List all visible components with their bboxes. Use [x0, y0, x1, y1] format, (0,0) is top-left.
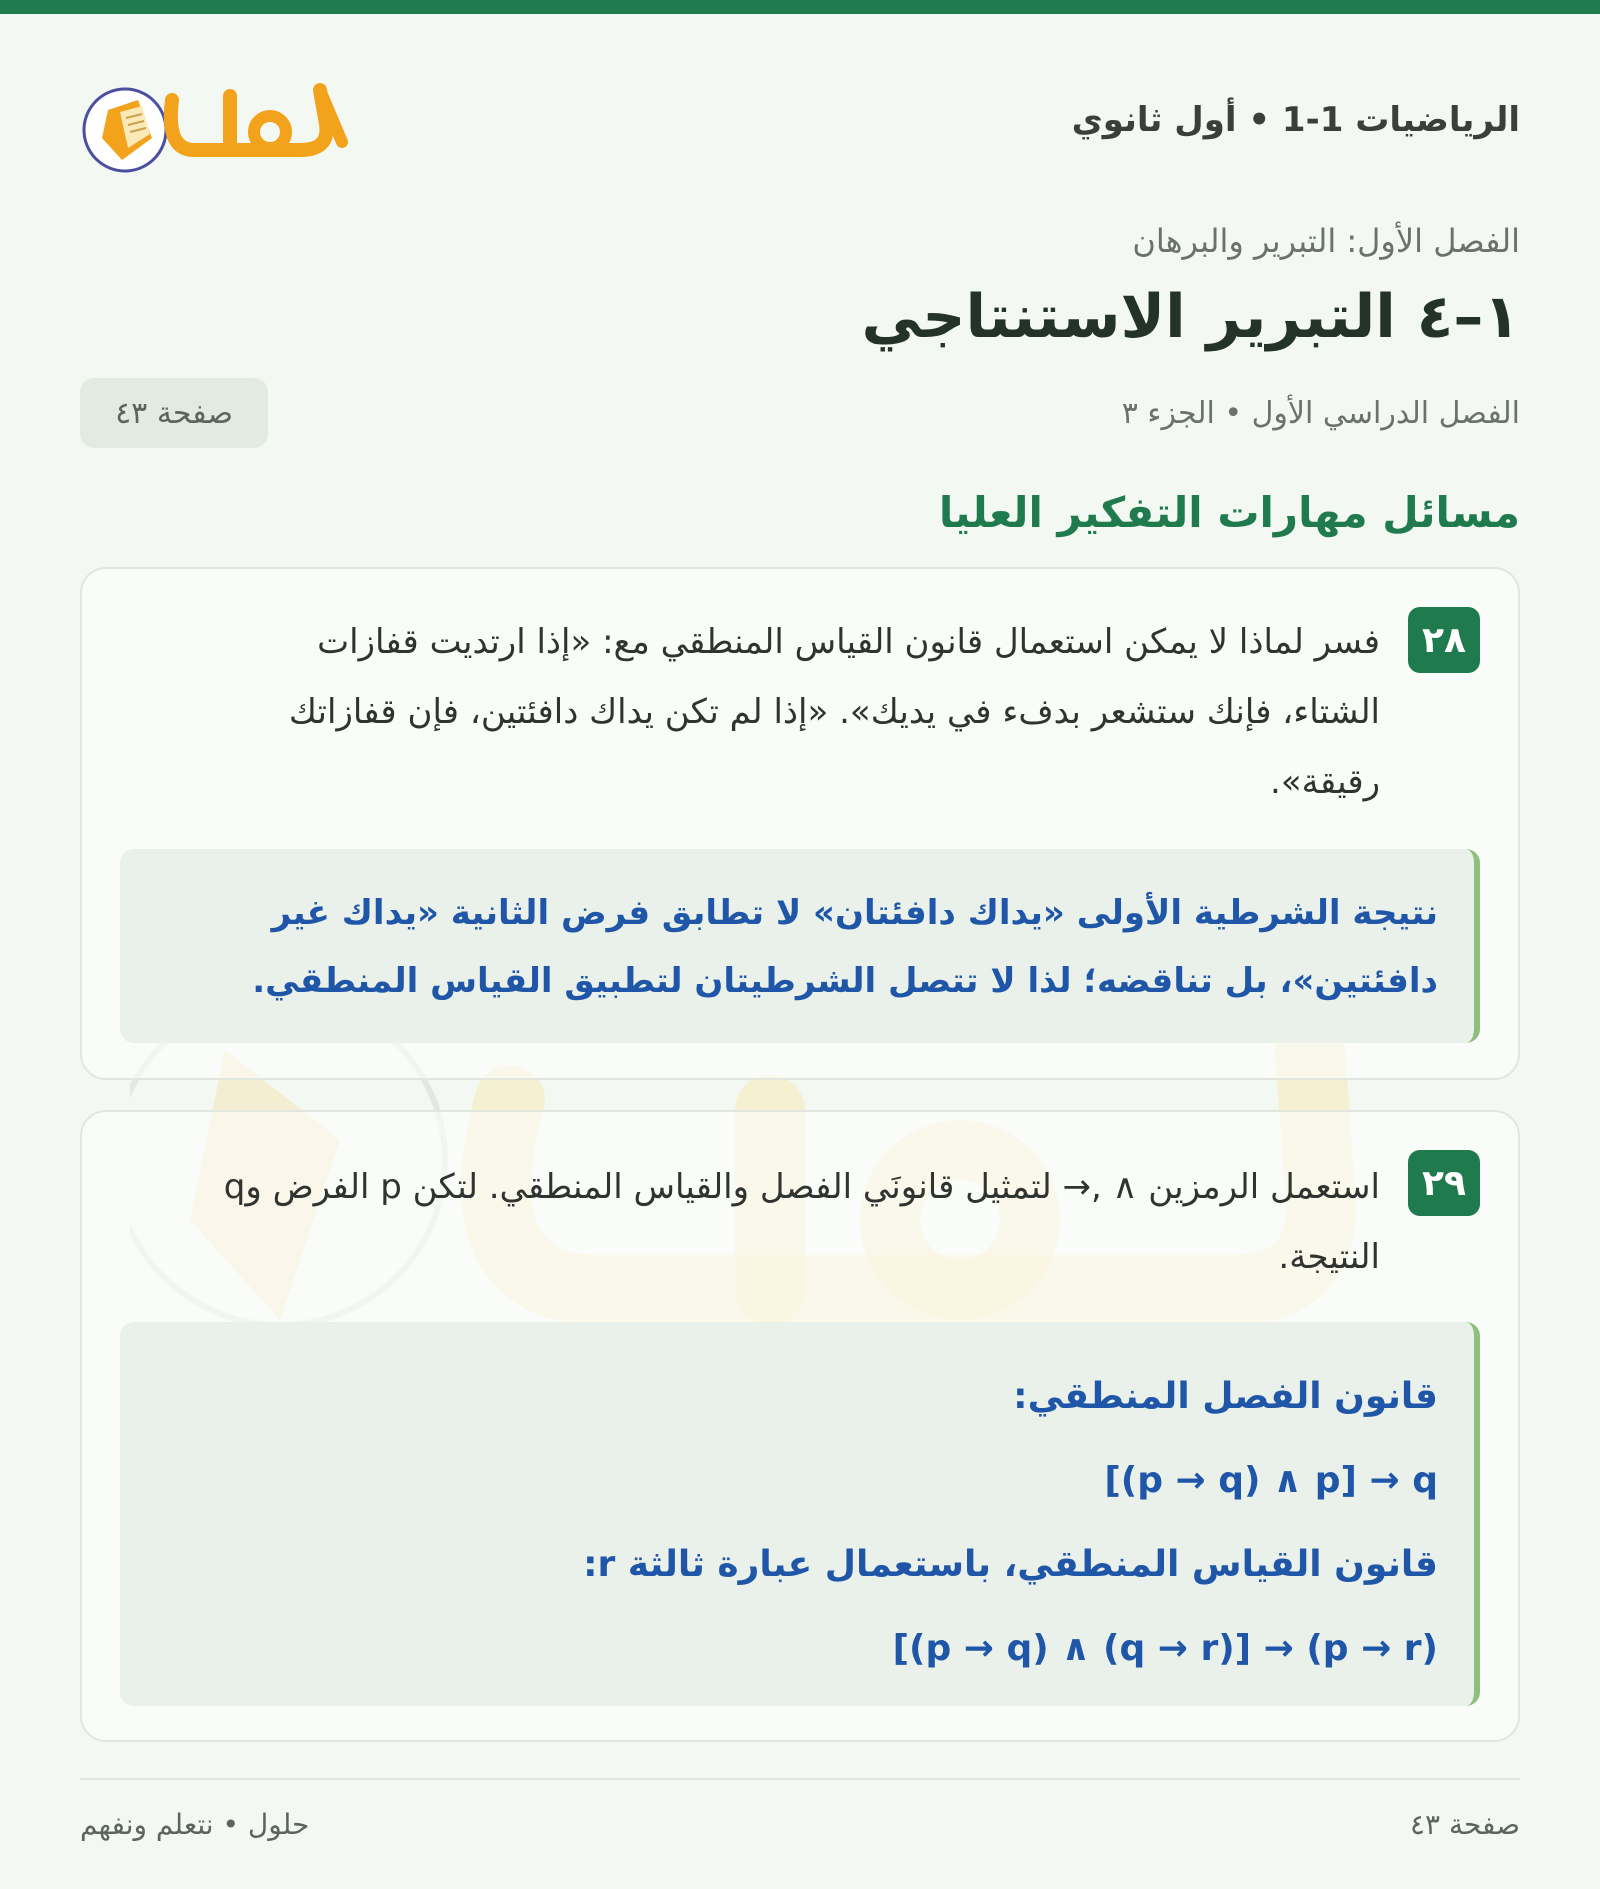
problem-answer: [120, 1322, 1480, 1706]
answer-heading-syllogism: قانون القياس المنطقي، باستعمال عبارة ثالثة r:: [583, 1544, 1438, 1585]
problem-question: فسر لماذا لا يمكن استعمال قانون القياس المنطقي مع: «إذا ارتديت قفازات الشتاء، فإنك ستشعر بدفء في يديك». «إذا لم تكن يداك دافئتين، فإن قفازاتك رقيقة».: [288, 622, 1380, 802]
problem-card-29: [80, 1110, 1520, 1742]
problem-answer: نتيجة الشرطية الأولى «يداك دافئتان» لا تطابق فرض الثانية «يداك غير دافئتين»، بل تناقضه؛ لذا لا تتصل الشرطيتان لتطبيق القياس المنطقي.: [120, 849, 1480, 1043]
subject-grade-label: الرياضيات 1-1 • أول ثانوي: [1071, 100, 1520, 140]
top-accent-bar: [0, 0, 1600, 14]
problem-question: استعمل الرمزين ∧ ,→ لتمثيل قانونَي الفصل والقياس المنطقي. لتكن p الفرض وq النتيجة.: [223, 1167, 1380, 1277]
formula-modus-ponens: [(p → q) ∧ p] → q: [1104, 1460, 1438, 1501]
term-label: الفصل الدراسي الأول • الجزء ٣: [1121, 396, 1520, 431]
page-number-badge: صفحة ٤٣: [80, 378, 268, 448]
footer-tagline: حلول • نتعلم ونفهم: [80, 1808, 310, 1841]
problem-number-badge: ٢٨: [1408, 607, 1480, 673]
chapter-label: الفصل الأول: التبرير والبرهان: [1132, 222, 1520, 260]
hulul-logo: [80, 60, 380, 190]
problem-card-28: [80, 567, 1520, 1080]
lesson-title: ١–٤ التبرير الاستنتاجي: [861, 282, 1520, 352]
answer-heading-modus-ponens: قانون الفصل المنطقي:: [1013, 1376, 1438, 1417]
page-header: [80, 60, 1520, 190]
section-title: مسائل مهارات التفكير العليا: [938, 488, 1520, 537]
problem-number-badge: ٢٩: [1408, 1150, 1480, 1216]
formula-syllogism: [(p → q) ∧ (q → r)] → (p → r): [892, 1628, 1438, 1669]
footer-divider: [80, 1778, 1520, 1780]
footer-page-number: صفحة ٤٣: [1409, 1808, 1520, 1841]
